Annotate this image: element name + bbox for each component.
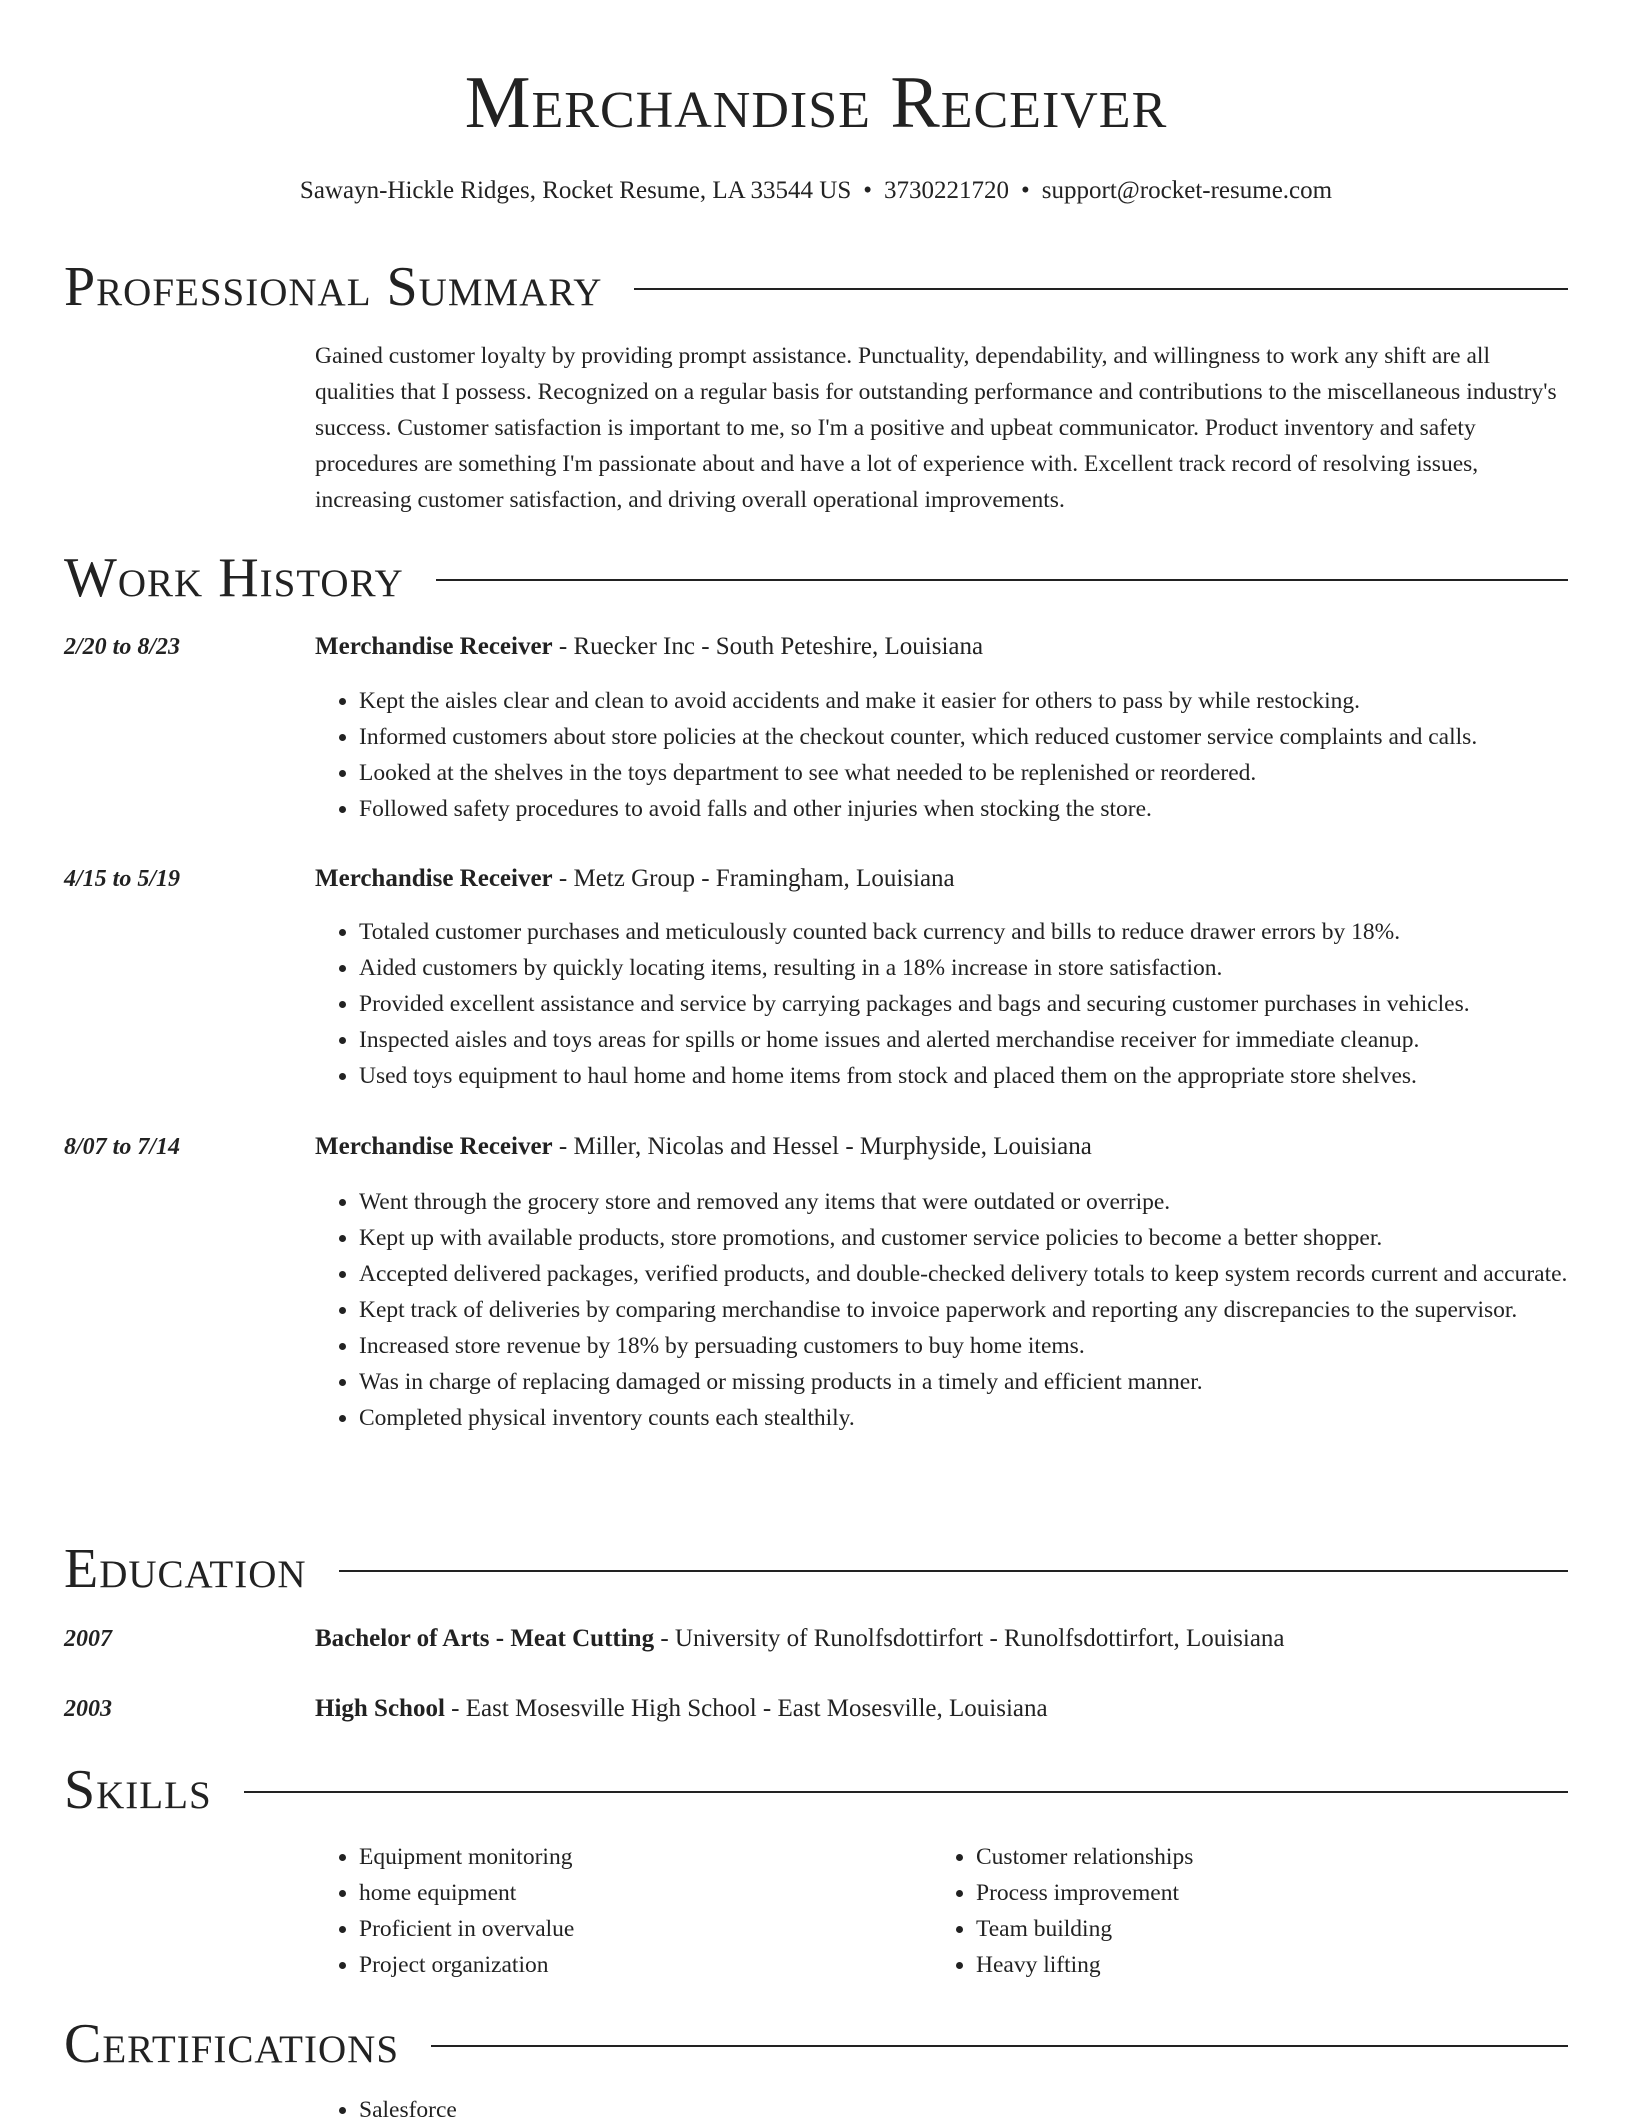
job-bullet: • Increased store revenue by 18% by persuading customers to buy home items. bbox=[359, 1328, 1568, 1364]
skill-item: • Process improvement bbox=[976, 1875, 1568, 1911]
section-header-education bbox=[64, 1535, 1568, 1603]
education-year: 2007 bbox=[64, 1626, 112, 1652]
job-bullet: • Totaled customer purchases and meticulously counted back currency and bills to reduce drawer errors by 18%. bbox=[359, 914, 1568, 950]
job-bullet: • Kept track of deliveries by comparing merchandise to invoice paperwork and reporting any discrepancies to the supervisor. bbox=[359, 1292, 1568, 1328]
section-divider bbox=[431, 2045, 1568, 2047]
skill-item: • home equipment bbox=[359, 1875, 932, 1911]
skill-item: • Equipment monitoring bbox=[359, 1839, 932, 1875]
section-divider bbox=[436, 579, 1568, 581]
job-bullet: • Went through the grocery store and removed any items that were outdated or overripe. bbox=[359, 1184, 1568, 1220]
job-details: - Ruecker Inc - South Peteshire, Louisiana bbox=[552, 633, 984, 660]
certification-item: • Salesforce bbox=[359, 2092, 932, 2128]
job-details: - Metz Group - Framingham, Louisiana bbox=[552, 865, 955, 892]
skill-item: • Team building bbox=[976, 1911, 1568, 1947]
job-bullet: • Informed customers about store policies at the checkout counter, which reduced customer service complaints and calls. bbox=[359, 719, 1568, 755]
summary-text: Gained customer loyalty by providing prompt assistance. Punctuality, dependability, and willingness to work any shift are all qualities that I possess. Recognized on a regular basis for outstanding performance and contributions to the miscellaneous industry's success. Customer satisfaction is important to me, so I'm a positive and upbeat communicator. Product inventory and safety procedures are something I'm passionate about and have a lot of experience with. Excellent track record of resolving issues, increasing customer satisfaction, and driving overall operational improvements. bbox=[315, 343, 1557, 513]
job-dates: 4/15 to 5/19 bbox=[64, 866, 181, 892]
education-details: - East Mosesville High School - East Mosesville, Louisiana bbox=[444, 1695, 1048, 1722]
section-header-work-history bbox=[64, 544, 1568, 612]
job-bullet: • Aided customers by quickly locating items, resulting in a 18% increase in store satisfaction. bbox=[359, 950, 1568, 986]
section-title-skills: Skills bbox=[64, 1759, 212, 1821]
contact-separator: • bbox=[1021, 177, 1030, 204]
job-dates: 2/20 to 8/23 bbox=[64, 634, 181, 660]
job-bullet: • Looked at the shelves in the toys department to see what needed to be replenished or reordered. bbox=[359, 755, 1568, 791]
education-degree: Bachelor of Arts - Meat Cutting bbox=[315, 1625, 655, 1652]
job-bullet: • Inspected aisles and toys areas for spills or home issues and alerted merchandise receiver for immediate cleanup. bbox=[359, 1022, 1568, 1058]
job-title: Merchandise Receiver bbox=[315, 633, 553, 660]
education-entry bbox=[315, 1691, 1568, 1727]
section-header-certifications bbox=[64, 2010, 1568, 2078]
section-title-certifications: Certifications bbox=[64, 2013, 400, 2075]
job-bullet: • Used toys equipment to haul home and home items from stock and placed them on the appropriate store shelves. bbox=[359, 1058, 1568, 1094]
section-header-skills bbox=[64, 1756, 1568, 1824]
job-details: - Miller, Nicolas and Hessel - Murphyside, Louisiana bbox=[552, 1133, 1092, 1160]
contact-phone: 3730221720 bbox=[884, 177, 1010, 204]
contact-address: Sawayn-Hickle Ridges, Rocket Resume, LA 33544 US bbox=[299, 177, 852, 204]
section-title-summary: Professional Summary bbox=[64, 256, 603, 318]
job-bullet: • Provided excellent assistance and service by carrying packages and bags and securing customer purchases in vehicles. bbox=[359, 986, 1568, 1022]
education-details: - University of Runolfsdottirfort - Runolfsdottirfort, Louisiana bbox=[654, 1625, 1285, 1652]
contact-email: support@rocket-resume.com bbox=[1041, 177, 1333, 204]
section-divider bbox=[244, 1791, 1568, 1793]
job-title-line bbox=[315, 629, 1568, 665]
skills-list-left bbox=[315, 1839, 932, 1983]
job-bullet: • Kept up with available products, store promotions, and customer service policies to become a better shopper. bbox=[359, 1220, 1568, 1256]
skill-item: • Heavy lifting bbox=[976, 1947, 1568, 1983]
skill-item: • Customer relationships bbox=[976, 1839, 1568, 1875]
skill-item: • Project organization bbox=[359, 1947, 932, 1983]
job-title: Merchandise Receiver bbox=[315, 1133, 553, 1160]
candidate-name: Merchandise Receiver bbox=[464, 62, 1168, 144]
skills-list-right bbox=[932, 1839, 1568, 1983]
contact-line bbox=[0, 174, 1632, 208]
job-bullet-list bbox=[315, 683, 1568, 827]
education-degree: High School bbox=[315, 1695, 445, 1722]
job-bullet: • Accepted delivered packages, verified products, and double-checked delivery totals to keep system records current and accurate. bbox=[359, 1256, 1568, 1292]
section-header-summary bbox=[64, 253, 1568, 321]
education-entry bbox=[315, 1621, 1568, 1657]
section-title-education: Education bbox=[64, 1538, 307, 1600]
job-bullet: • Followed safety procedures to avoid falls and other injuries when stocking the store. bbox=[359, 791, 1568, 827]
job-dates: 8/07 to 7/14 bbox=[64, 1134, 181, 1160]
job-bullet-list bbox=[315, 914, 1568, 1094]
job-title: Merchandise Receiver bbox=[315, 865, 553, 892]
section-title-work-history: Work History bbox=[64, 547, 404, 609]
contact-separator: • bbox=[863, 177, 873, 204]
job-title-line bbox=[315, 1129, 1568, 1165]
certifications-list bbox=[315, 2092, 932, 2128]
job-bullet: • Kept the aisles clear and clean to avoid accidents and make it easier for others to pass by while restocking. bbox=[359, 683, 1568, 719]
job-bullet-list bbox=[315, 1184, 1568, 1436]
job-title-line bbox=[315, 861, 1568, 897]
job-bullet: • Completed physical inventory counts each stealthily. bbox=[359, 1400, 1568, 1436]
job-bullet: • Was in charge of replacing damaged or missing products in a timely and efficient manner. bbox=[359, 1364, 1568, 1400]
education-year: 2003 bbox=[64, 1696, 112, 1722]
skill-item: • Proficient in overvalue bbox=[359, 1911, 932, 1947]
section-divider bbox=[634, 288, 1568, 290]
section-divider bbox=[339, 1570, 1568, 1572]
